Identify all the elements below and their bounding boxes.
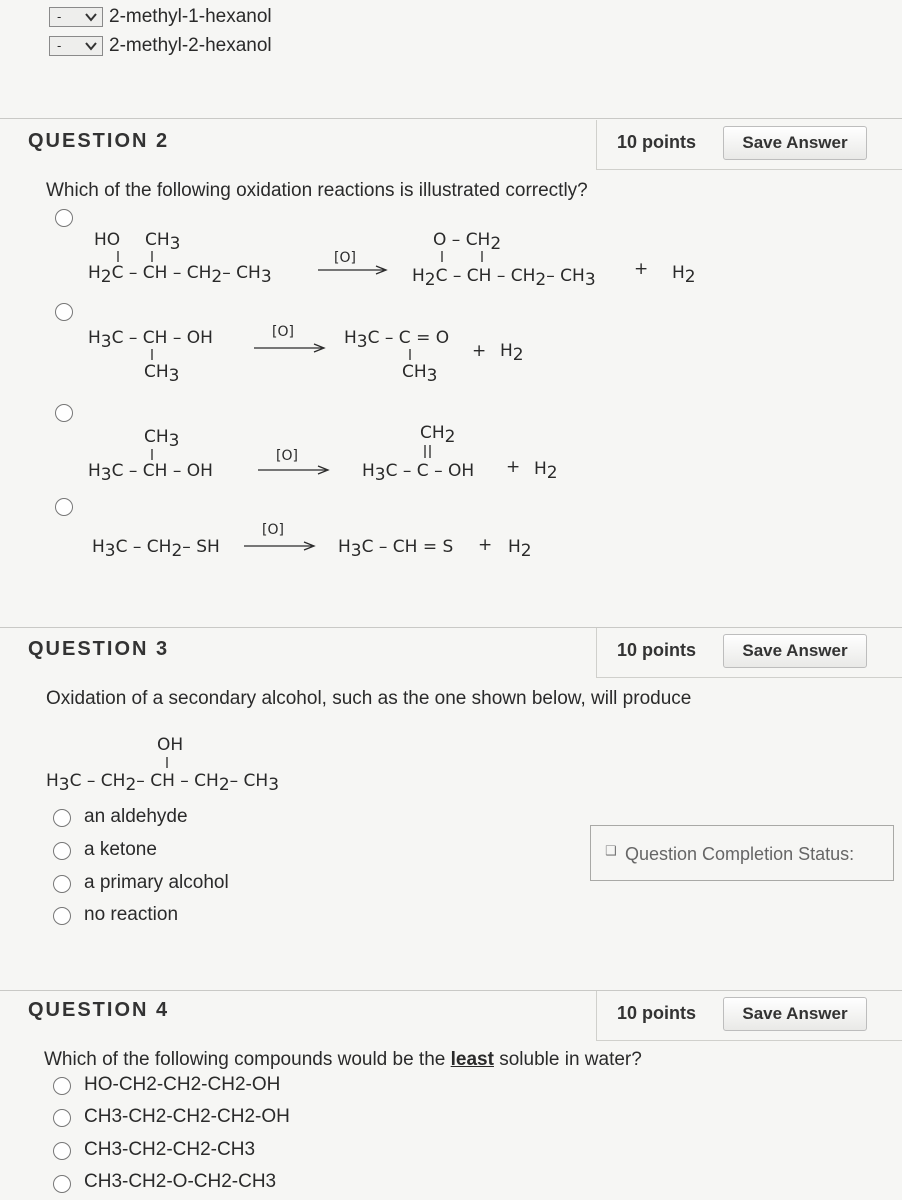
save-answer-button[interactable]: Save Answer [723, 997, 867, 1031]
svg-text:CH3: CH3 [402, 362, 438, 386]
question-text-before: Which of the following compounds would be the [44, 1049, 446, 1070]
chevron-down-icon: ❑ [605, 843, 617, 858]
svg-text:CH3: CH3 [144, 427, 180, 451]
save-answer-button[interactable]: Save Answer [723, 126, 867, 160]
svg-text:H2: H2 [500, 341, 524, 365]
answer-option: CH3-CH2-CH2-CH2-OH [84, 1106, 290, 1127]
reagent-label: [O] [334, 250, 356, 266]
match-label-1: 2-methyl-1-hexanol [109, 6, 272, 27]
answer-radio[interactable] [53, 1142, 71, 1160]
svg-text:CH3: CH3 [144, 362, 180, 386]
svg-text:[O]: [O] [276, 448, 298, 464]
question-text-emphasis: least [450, 1049, 494, 1070]
points-label: 10 points [617, 132, 697, 152]
question-title: QUESTION 4 [28, 999, 170, 1021]
svg-text:H3C – CH – OH: H3C – CH – OH [88, 461, 213, 485]
answer-option: CH3-CH2-O-CH2-CH3 [84, 1171, 277, 1192]
answer-radio[interactable] [53, 842, 71, 860]
points-box [596, 991, 902, 1041]
svg-text:O – CH2: O – CH2 [433, 230, 502, 254]
answer-radio[interactable] [53, 1175, 71, 1193]
status-label: Question Completion Status: [625, 844, 855, 864]
save-answer-button[interactable]: Save Answer [723, 634, 867, 668]
answer-radio[interactable] [53, 1077, 71, 1095]
svg-text:H2: H2 [672, 263, 696, 287]
select-value: - [57, 38, 62, 53]
svg-text:+: + [478, 535, 493, 555]
points-label: 10 points [617, 640, 697, 660]
svg-text:H2C – CH – CH2– CH3: H2C – CH – CH2– CH3 [412, 266, 596, 290]
question-text: Oxidation of a secondary alcohol, such as the one shown below, will produce [46, 688, 692, 709]
question-title: QUESTION 3 [28, 638, 170, 660]
answer-option: HO-CH2-CH2-CH2-OH [84, 1074, 281, 1095]
select-value: - [57, 9, 62, 24]
svg-text:H2: H2 [508, 537, 532, 561]
answer-option: a ketone [84, 839, 157, 860]
answer-option: a primary alcohol [84, 872, 229, 893]
svg-text:H3C – CH2– CH – CH2– CH3: H3C – CH2– CH – CH2– CH3 [46, 771, 280, 795]
question-text-after: soluble in water? [499, 1049, 642, 1070]
svg-text:CH2: CH2 [420, 423, 456, 447]
svg-text:H3C – CH = S: H3C – CH = S [338, 537, 454, 561]
svg-text:H2: H2 [534, 459, 558, 483]
question-text [44, 1049, 642, 1071]
svg-text:OH: OH [157, 735, 184, 755]
answer-radio[interactable] [53, 907, 71, 925]
svg-text:H3C – CH2– SH: H3C – CH2– SH [92, 537, 220, 561]
svg-text:HO: HO [94, 230, 121, 250]
question-text: Which of the following oxidation reactions is illustrated correctly? [46, 180, 588, 201]
svg-text:[O]: [O] [272, 324, 294, 340]
svg-text:[O]: [O] [262, 522, 284, 538]
svg-text:H2C – CH – CH2– CH3: H2C – CH – CH2– CH3 [88, 263, 272, 287]
svg-text:H3C – C – OH: H3C – C – OH [362, 461, 475, 485]
question-completion-status[interactable] [590, 825, 894, 881]
answer-radio[interactable] [53, 875, 71, 893]
svg-text:H3C – CH – OH: H3C – CH – OH [88, 328, 213, 352]
answer-option: no reaction [84, 904, 179, 925]
svg-text:+: + [472, 341, 487, 361]
answer-option: an aldehyde [84, 806, 188, 827]
answer-radio[interactable] [53, 1109, 71, 1127]
question-title: QUESTION 2 [28, 130, 170, 152]
match-label-2: 2-methyl-2-hexanol [109, 35, 272, 56]
points-label: 10 points [617, 1003, 697, 1023]
answer-option: CH3-CH2-CH2-CH3 [84, 1139, 256, 1160]
svg-text:CH3: CH3 [145, 230, 181, 254]
svg-text:+: + [634, 259, 649, 279]
svg-text:H3C – C = O: H3C – C = O [344, 328, 450, 352]
answer-radio[interactable] [53, 809, 71, 827]
svg-text:+: + [506, 457, 521, 477]
